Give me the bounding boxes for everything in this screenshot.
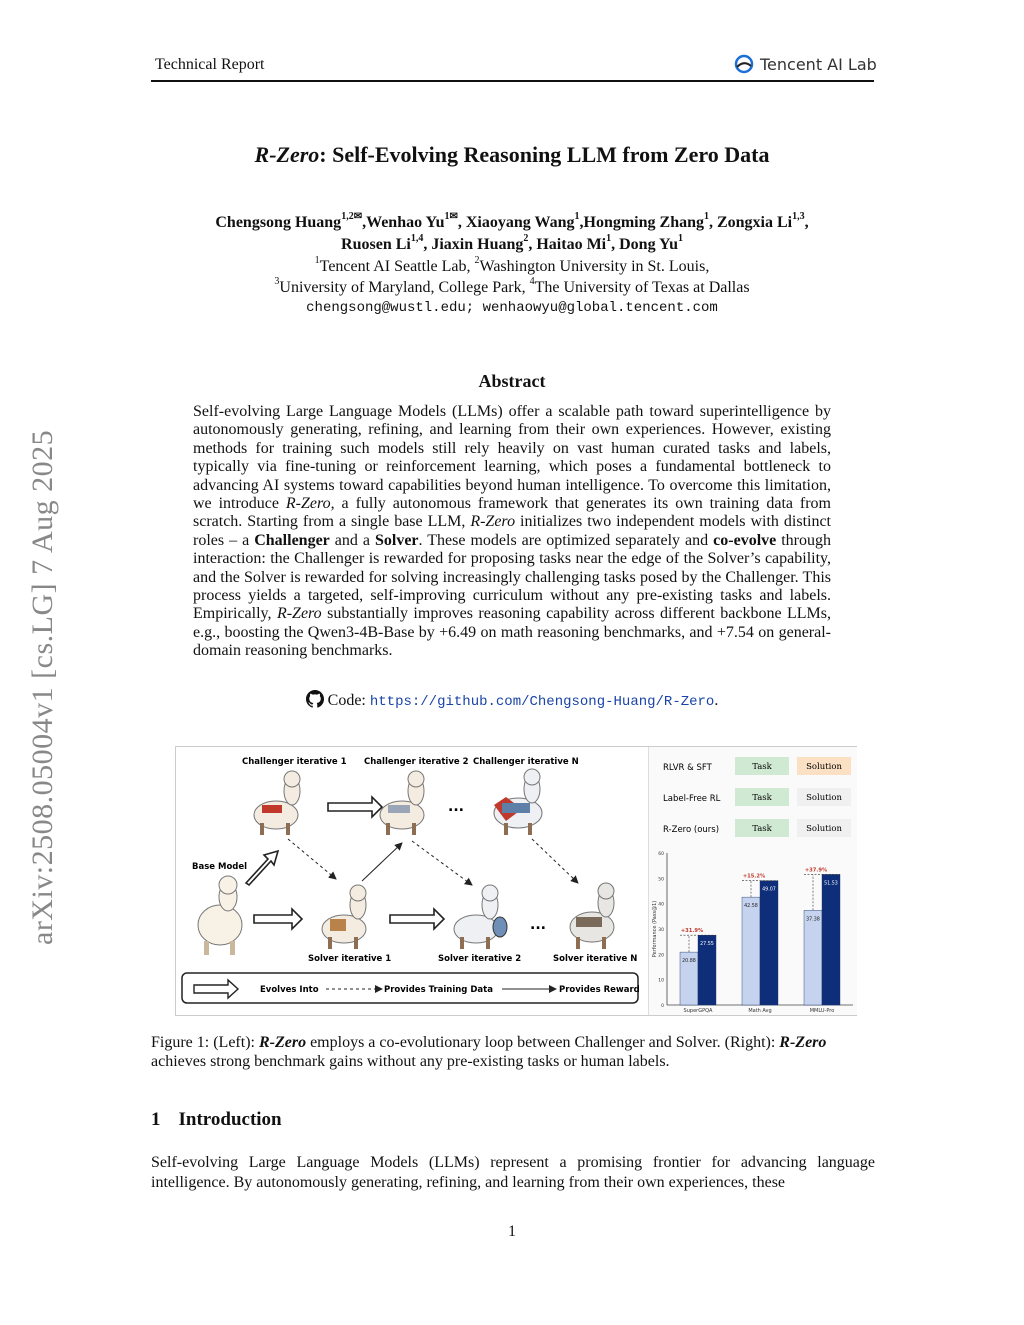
author-sup: 1 xyxy=(677,233,683,244)
y-tick-label: 40 xyxy=(658,902,664,908)
paradigm-table xyxy=(649,747,857,847)
figure-right-panel xyxy=(648,747,857,1015)
bar-value-label: 20.88 xyxy=(682,959,696,965)
paradigm-row xyxy=(663,819,851,837)
bar-value-label: 49.07 xyxy=(762,887,776,893)
paper-title xyxy=(0,142,1024,168)
co-evolution-diagram xyxy=(176,747,644,1015)
author: Chengsong Huang xyxy=(215,214,342,231)
bar xyxy=(742,897,760,1005)
author-sup: 1,3 xyxy=(792,211,805,222)
abstract-text: . These models are optimized separately and xyxy=(418,531,714,549)
affil-sup: 3 xyxy=(274,276,280,287)
bar xyxy=(822,874,840,1005)
paradigm-name: R-Zero (ours) xyxy=(663,825,720,835)
author: , Jiaxin Huang xyxy=(423,236,524,253)
abstract-heading: Abstract xyxy=(478,371,546,391)
abstract-text: substantially improves reasoning capability across different backbone LLMs, e.g., boosting the Qwen3-4B-Base by +6.49 on math reasoning benchmarks, and +7.54 on general-domain reasoning benchmarks. xyxy=(193,605,831,660)
task-label: Task xyxy=(752,762,772,772)
benchmark-bar-chart xyxy=(649,847,857,1015)
solver-alpaca-2 xyxy=(454,885,507,949)
affil-sup: 4 xyxy=(529,276,535,287)
code-period: . xyxy=(714,692,719,709)
author: ,Hongming Zhang xyxy=(579,214,704,231)
solver-bold: Solver xyxy=(374,531,419,549)
figure-caption xyxy=(151,1033,875,1071)
x-tick-label: SuperGPQA xyxy=(683,1008,713,1014)
header-rule xyxy=(151,80,874,82)
email-addresses: chengsong@wustl.edu; wenhaowyu@global.tencent.com xyxy=(306,300,718,316)
title-italic: R-Zero xyxy=(254,142,320,167)
caption-text: employs a co-evolutionary loop between Challenger and Solver. (Right): xyxy=(306,1034,780,1051)
authors-line-1 xyxy=(140,211,884,232)
author: , Dong Yu xyxy=(611,236,678,253)
affiliation-line-2 xyxy=(140,276,884,297)
training-data-arrow-2 xyxy=(412,841,472,885)
section-heading xyxy=(151,1109,282,1131)
figure-1 xyxy=(175,746,857,1016)
caption-text: Figure 1: (Left): xyxy=(151,1034,259,1051)
paradigm-row xyxy=(663,788,851,806)
solution-label: Solution xyxy=(806,793,842,803)
author-sup: 1,2✉ xyxy=(341,211,363,222)
author: , Haitao Mi xyxy=(528,236,607,253)
author-sep: , xyxy=(804,214,809,231)
caption-text: achieves strong benchmark gains without any pre-existing tasks or human labels. xyxy=(151,1053,670,1070)
author: , Xiaoyang Wang xyxy=(457,214,575,231)
title-rest: : Self-Evolving Reasoning LLM from Zero Data xyxy=(319,142,770,167)
rzero-italic: R-Zero xyxy=(276,605,322,623)
coevolve-bold: co-evolve xyxy=(713,531,777,549)
paradigm-name: RLVR & SFT xyxy=(663,763,712,773)
affil-sup: 2 xyxy=(474,255,480,266)
bar xyxy=(804,910,822,1005)
y-tick-label: 60 xyxy=(658,852,664,857)
author: , Zongxia Li xyxy=(708,214,793,231)
solver-label-2: Solver iterative 2 xyxy=(438,954,522,964)
challenger-alpaca-n xyxy=(494,769,542,835)
arxiv-stamp: arXiv:2508.05004v1 [cs.LG] 7 Aug 2025 xyxy=(26,429,59,945)
challenger-alpaca-1 xyxy=(254,771,300,835)
evolve-arrow-top xyxy=(328,797,382,817)
rzero-italic: R-Zero xyxy=(285,495,331,513)
legend-training-data: Provides Training Data xyxy=(384,985,493,995)
challenger-bold: Challenger xyxy=(254,531,330,549)
x-tick-label: Math Avg xyxy=(748,1008,772,1014)
y-tick-label: 20 xyxy=(658,953,664,959)
running-header: Technical Report xyxy=(155,56,265,73)
y-tick-label: 30 xyxy=(658,928,664,933)
tencent-cloud-icon xyxy=(734,54,754,74)
gain-label: +37.9% xyxy=(804,867,828,874)
paradigm-row xyxy=(663,757,851,775)
challenger-alpaca-2 xyxy=(380,771,424,835)
abstract-text: and a xyxy=(329,531,375,549)
evolve-arrow-bottom-1 xyxy=(254,909,302,929)
ellipsis-top: ... xyxy=(448,799,464,815)
github-link[interactable]: https://github.com/Chengsong-Huang/R-Zero xyxy=(369,694,715,710)
solver-alpaca-n xyxy=(570,883,614,949)
y-tick-label: 50 xyxy=(658,877,664,883)
solver-alpaca-1 xyxy=(322,885,366,949)
author-sup: 1 xyxy=(574,211,580,222)
rzero-bold-italic: R-Zero xyxy=(779,1034,827,1051)
evolve-arrow-diagonal xyxy=(246,851,278,885)
solver-label-n: Solver iterative N xyxy=(553,954,638,964)
reward-arrow-1 xyxy=(362,843,402,881)
training-data-arrow-1 xyxy=(288,839,336,879)
task-label: Task xyxy=(752,793,772,803)
solution-label: Solution xyxy=(806,762,842,772)
gain-label: +15.2% xyxy=(742,873,766,880)
training-data-arrow-n xyxy=(532,839,578,883)
affiliation-line-1 xyxy=(140,255,884,276)
author-sup: 2 xyxy=(523,233,529,244)
base-alpaca xyxy=(198,876,242,955)
x-tick-label: MMLU-Pro xyxy=(809,1008,835,1014)
bar-value-label: 42.58 xyxy=(744,904,758,910)
section-title: Introduction xyxy=(178,1109,282,1130)
author-sup: 1,4 xyxy=(410,233,424,244)
author: ,Wenhao Yu xyxy=(362,214,445,231)
page-number: 1 xyxy=(508,1223,516,1240)
affiliation: The University of Texas at Dallas xyxy=(534,279,750,296)
affiliation: Washington University in St. Louis, xyxy=(479,258,710,275)
challenger-label-n: Challenger iterative N xyxy=(473,757,579,767)
author: Ruosen Li xyxy=(341,236,411,253)
task-label: Task xyxy=(752,824,772,834)
y-tick-label: 10 xyxy=(658,978,664,984)
affiliation: University of Maryland, College Park, xyxy=(279,279,530,296)
abstract-text: initializes two independent models with distinct roles – a xyxy=(193,513,832,549)
evolve-arrow-bottom-2 xyxy=(390,909,444,929)
intro-paragraph: Self-evolving Large Language Models (LLMs) represent a promising frontier for advancing language intelligence. By autonomously generating, refining, and learning from their own experiences, these xyxy=(151,1154,875,1191)
gain-label: +31.9% xyxy=(680,928,704,935)
y-axis-label: Performance (Pass@1) xyxy=(652,900,658,958)
challenger-label-2: Challenger iterative 2 xyxy=(364,757,469,767)
y-tick-label: 0 xyxy=(661,1004,664,1009)
author-sup: 1 xyxy=(606,233,612,244)
tencent-logo xyxy=(734,54,877,74)
bar-value-label: 51.53 xyxy=(824,881,838,887)
affiliation: Tencent AI Seattle Lab, xyxy=(319,258,475,275)
ellipsis-bottom: ... xyxy=(530,917,546,933)
abstract-text: , a fully autonomous framework that generates its own training data from scratch. Starting from a single base LLM, xyxy=(193,495,832,531)
author-sup: 1 xyxy=(703,211,709,222)
legend-reward: Provides Reward xyxy=(559,985,640,995)
base-model-label: Base Model xyxy=(192,862,248,872)
challenger-label-1: Challenger iterative 1 xyxy=(242,757,347,767)
abstract-text: through interaction: the Challenger is rewarded for proposing tasks near the edge of the Solver’s capability, and the Solver is rewarded for solving increasingly challenging tasks posed by the Challenger. This process yields a targeted, self-improving curriculum without any pre-existing tasks and labels. Empirically, xyxy=(193,531,832,623)
code-line xyxy=(0,690,1024,710)
lab-name: Tencent AI Lab xyxy=(760,54,877,74)
github-icon xyxy=(306,690,324,708)
rzero-italic: R-Zero xyxy=(470,513,516,531)
section-number: 1 xyxy=(151,1109,161,1130)
author-sup: 1✉ xyxy=(444,211,458,222)
bar-value-label: 27.55 xyxy=(700,942,714,948)
paradigm-name: Label-Free RL xyxy=(663,794,721,804)
bar-value-label: 37.38 xyxy=(806,917,820,923)
authors-line-2 xyxy=(140,233,884,254)
code-label: Code: xyxy=(327,692,370,709)
legend-evolves-into: Evolves Into xyxy=(260,985,319,995)
bar xyxy=(760,881,778,1005)
solver-label-1: Solver iterative 1 xyxy=(308,954,392,964)
affil-sup: 1 xyxy=(314,255,320,266)
solution-label: Solution xyxy=(806,824,842,834)
abstract-body xyxy=(193,403,831,661)
abstract-text: Self-evolving Large Language Models (LLMs) offer a scalable path toward superintelligence by autonomously generating, refining, and learning from their own experiences. However, existing methods for training such models still rely heavily on vast human curated tasks and labels, typically via fine-tuning or reinforcement learning, which poses a fundamental bottleneck to advancing AI systems toward capabilities beyond human intelligence. To overcome this limitation, we introduce xyxy=(193,403,831,513)
rzero-bold-italic: R-Zero xyxy=(258,1034,307,1051)
